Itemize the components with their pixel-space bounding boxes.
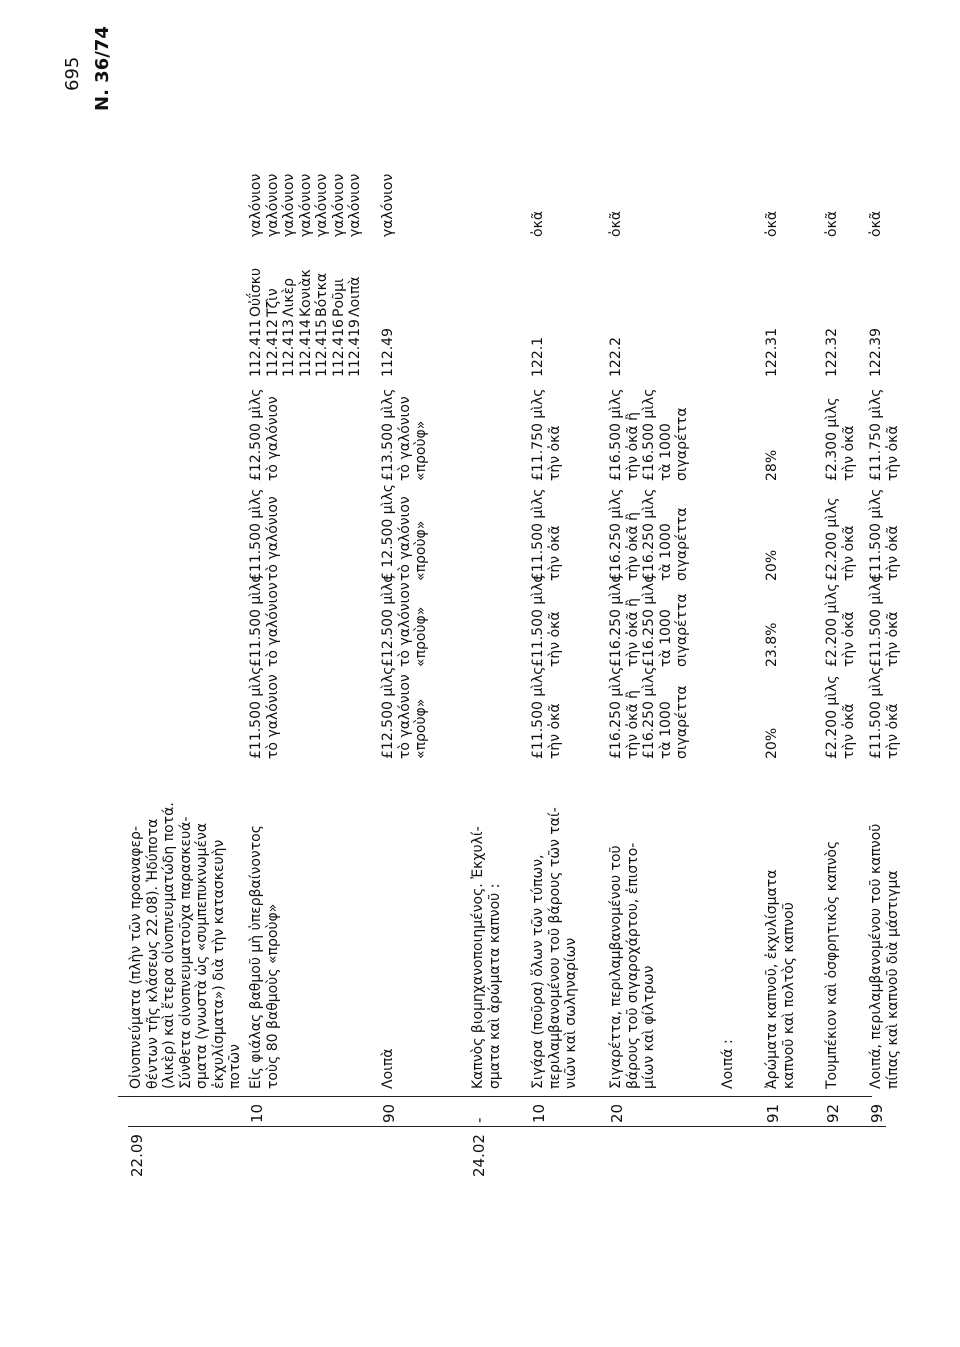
- duty-rate-3: £ 12.500 μὶλς τὸ γαλόνιον «προὺφ»: [380, 484, 429, 581]
- duty-rate-3: £2.200 μὶλς τὴν ὀκᾶ: [824, 497, 857, 581]
- subheading-number: -: [470, 1117, 488, 1123]
- duty-rate-4: 28%: [764, 449, 780, 481]
- unit-of-measure: γαλόνιον γαλόνιον γαλόνιον γαλόνιον γαλόνιον γαλόνιον γαλόνιον: [248, 173, 363, 237]
- duty-rate-4: £11.750 μὶλς τὴν ὀκᾶ: [868, 388, 901, 481]
- subheading-number: 92: [824, 1103, 842, 1123]
- subheading-number: 99: [868, 1103, 886, 1123]
- duty-rate-2: £16.250 μὶλς τὴν ὀκᾶ ἢ £16.250 μὶλς τὰ 1000 σιγαρέττα: [608, 574, 690, 667]
- duty-rate-1: £12.500 μὶλς τὸ γαλόνιον «προὺφ»: [380, 666, 429, 759]
- duty-rate-4: £16.500 μὶλς τὴν ὀκᾶ ἢ £16.500 μὶλς τὰ 1000 σιγαρέττα: [608, 388, 690, 481]
- goods-description: Λοιπὰ: [380, 1048, 396, 1089]
- duty-rate-4: £13.500 μὶλς τὸ γαλόνιον «προὺφ»: [380, 388, 429, 481]
- duty-rate-1: £2.200 μὶλς τὴν ὀκᾶ: [824, 675, 857, 759]
- goods-description: Λοιπά, περιλαμβανομένου τοῦ καπνοῦ πίπας καὶ καπνοῦ διὰ μάστιγμα: [868, 823, 901, 1089]
- subheading-number: 10: [248, 1103, 266, 1123]
- duty-rate-3: £11.500 μὶλς τὴν ὀκᾶ: [530, 488, 563, 581]
- unit-of-measure: ὀκᾶ: [530, 210, 546, 237]
- duty-rate-1: £11.500 μὶλς τὴν ὀκᾶ: [530, 666, 563, 759]
- subheading-number: 10: [530, 1103, 548, 1123]
- unit-of-measure: ὀκᾶ: [764, 210, 780, 237]
- duty-rate-2: 23.8%: [764, 622, 780, 667]
- statistical-code: 122.2: [608, 336, 624, 377]
- unit-of-measure: ὀκᾶ: [608, 210, 624, 237]
- duty-rate-2: £11.500 μὶλς τὸ γαλόνιον: [248, 574, 281, 667]
- goods-description: Λοιπά :: [720, 1039, 736, 1089]
- goods-description: Σιγάρα (ποῦρα) ὅλων τῶν τύπων, περιλαμβανομένου τοῦ βάρους τῶν ταί- νιῶν καὶ σωληναρίων: [530, 807, 579, 1089]
- duty-rate-2: £11.500 μὶλς τὴν ὀκᾶ: [530, 574, 563, 667]
- goods-description: Εἰς φιάλας βαθμοῦ μὴ ὑπερβαίνοντος τοὺς 80 βαθμοὺς «προὺφ»: [248, 825, 281, 1089]
- duty-rate-1: 20%: [764, 727, 780, 759]
- product-name: Οὐΐσκυ Τζὶν Λικὲρ Κονιὰκ Βότκα Ροῦμι Λοιπὰ: [248, 267, 363, 317]
- statistical-code: 122.39: [868, 328, 884, 377]
- subheading-number: 20: [608, 1103, 626, 1123]
- unit-of-measure: ὀκᾶ: [824, 210, 840, 237]
- statistical-code: 122.31: [764, 328, 780, 377]
- duty-rate-4: £11.750 μὶλς τὴν ὀκᾶ: [530, 388, 563, 481]
- duty-rate-1: £11.500 μὶλς τὴν ὀκᾶ: [868, 666, 901, 759]
- tariff-heading: 22.09: [128, 1134, 146, 1177]
- goods-description: Ἀρώματα καπνοῦ, ἐκχυλίσματα καπνοῦ καὶ πολτὸς καπνοῦ: [764, 869, 797, 1089]
- duty-rate-4: £12.500 μὶλς τὸ γαλόνιον: [248, 388, 281, 481]
- column-divider-left: [128, 1126, 886, 1127]
- duty-rate-1: £11.500 μὶλς τὸ γαλόνιον: [248, 666, 281, 759]
- statistical-code: 122.1: [530, 336, 546, 377]
- unit-of-measure: ὀκᾶ: [868, 210, 884, 237]
- statistical-code: 112.49: [380, 328, 396, 377]
- unit-of-measure: γαλόνιον: [380, 173, 396, 237]
- duty-rate-2: £12.500 μὶλς τὸ γαλόνιον «προὺφ»: [380, 574, 429, 667]
- page-number: 695: [62, 56, 83, 91]
- law-number: Ν. 36/74: [92, 26, 113, 111]
- goods-description: Τουμπέκιον καὶ ὀσφρητικὸς καπνὸς: [824, 840, 840, 1089]
- subheading-number: 90: [380, 1103, 398, 1123]
- subheading-number: 91: [764, 1103, 782, 1123]
- duty-rate-2: £2.200 μὶλς τὴν ὀκᾶ: [824, 583, 857, 667]
- duty-rate-1: £16.250 μὶλς τὴν ὀκᾶ ἢ £16.250 μὶλς τὰ 1000 σιγαρέττα: [608, 666, 690, 759]
- duty-rate-3: £11.500 μὶλς τὸ γαλόνιον: [248, 488, 281, 581]
- duty-rate-2: £11.500 μὶλς τὴν ὀκᾶ: [868, 574, 901, 667]
- tariff-heading: 24.02: [470, 1134, 488, 1177]
- duty-rate-4: £2.300 μὶλς τὴν ὀκᾶ: [824, 397, 857, 481]
- duty-rate-3: £16.250 μὶλς τὴν ὀκᾶ ἢ £16.250 μὶλς τὰ 1000 σιγαρέττα: [608, 488, 690, 581]
- statistical-code: 112.411 112.412 112.413 112.414 112.415 112.416 112.419: [248, 319, 363, 377]
- column-divider-mid: [118, 1096, 872, 1097]
- goods-description: Οἰνοπνεύματα (πλὴν τῶν προαναφερ- θέντων τῆς κλάσεως 22.08). Ἡδύποτα (λικὲρ) καὶ ἕτερα οἰνοπνευματώδη ποτά. Σύνθετα οἰνοπνευματοῦχα παρασκευά- σματα (γνωστὰ ὡς «συμπεπυκνωμένα ἐκχυλίσματα») διὰ τὴν κατασκευὴν ποτῶν: [128, 802, 243, 1089]
- goods-description: Σιγαρέττα, περιλαμβανομένου τοῦ βάρους τοῦ σιγαροχάρτου, ἐπιστο- μίων καὶ φίλτρων: [608, 842, 657, 1089]
- duty-rate-3: £11.500 μὶλς τὴν ὀκᾶ: [868, 488, 901, 581]
- goods-description: Καπνὸς βιομηχανοποιημένος. Ἐκχυλί- σματα καὶ ἀρώματα καπνοῦ :: [470, 826, 503, 1089]
- statistical-code: 122.32: [824, 328, 840, 377]
- duty-rate-3: 20%: [764, 549, 780, 581]
